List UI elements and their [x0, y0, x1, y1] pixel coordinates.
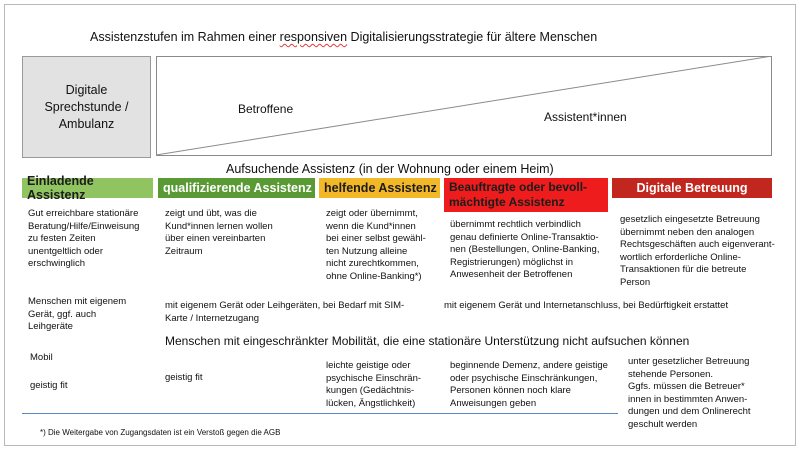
header-qualifizierend: qualifizierende Assistenz [158, 178, 315, 198]
geistig-left: geistig fit [30, 380, 68, 391]
desc-line: Transaktionen für die betreute [620, 264, 747, 275]
geistig-line: beginnende Demenz, andere geistige [450, 360, 608, 371]
geraet-right: mit eigenem Gerät und Internetanschluss, bei Bedürftigkeit erstattet [444, 300, 729, 311]
header-beauftragt-line: Beauftragte oder bevoll- [449, 180, 588, 194]
geistig-line: stehende Personen. [628, 368, 714, 380]
geraet-left [28, 296, 156, 334]
geistig-line: geschult werden [628, 418, 698, 430]
wedge-label-assistent: Assistent*innen [544, 110, 627, 124]
desc-line: genau definierte Online-Transaktio- [450, 231, 599, 243]
desc-line: unentgeltlich oder [28, 245, 103, 257]
mobilitaet-label: Menschen mit eingeschränkter Mobilität, die eine stationäre Unterstützung nicht aufsuchen können [165, 334, 690, 348]
title-part: Digitalisierungsstrategie für ältere Menschen [347, 30, 598, 44]
desc-qualifizierend [165, 208, 315, 258]
desc-einladend [28, 208, 156, 271]
mobil-label: Mobil [30, 352, 53, 363]
header-helfend: helfende Assistenz [319, 178, 440, 198]
divider-line [22, 413, 618, 414]
desc-line: ohne Online-Banking*) [326, 270, 422, 282]
desc-line: Person [620, 276, 651, 288]
desc-line: Anwesenheit der Betroffenen [450, 269, 573, 280]
desc-line: Gut erreichbare stationäre [28, 208, 139, 219]
desc-line: nicht zurechtkommen, [326, 258, 419, 269]
geraet-line: Menschen mit eigenem [28, 296, 127, 307]
sprechstunde-line: Ambulanz [58, 116, 115, 131]
geistig-line: lücken, Ängstlichkeit) [326, 397, 416, 409]
desc-line: bei einer selbst gewähl- [326, 233, 426, 244]
desc-helfend [326, 208, 442, 283]
aufsuchende-assistenz-label: Aufsuchende Assistenz (in der Wohnung oder einem Heim) [226, 162, 554, 176]
sprechstunde-line: Sprechstunde / [44, 99, 129, 114]
desc-line: übernimmt neben den analogen [620, 226, 755, 238]
diagram-title [90, 30, 597, 44]
geistig-line: oder psychische Einschränkungen, [450, 372, 598, 384]
desc-digitale-betreuung [620, 214, 788, 289]
geraet-line: mit eigenem Gerät oder Leihgeräten, bei Bedarf mit SIM- [165, 300, 405, 311]
desc-line: zeigt oder übernimmt, [326, 208, 418, 219]
geistig-line: unter gesetzlicher Betreuung [628, 356, 750, 367]
geistig-line: innen in bestimmten Anwen- [628, 393, 748, 405]
desc-line: Beratung/Hilfe/Einweisung [28, 220, 140, 232]
desc-beauftragt [450, 219, 614, 282]
sprechstunde-line: Digitale [65, 82, 108, 97]
title-part: Assistenzstufen im Rahmen einer [90, 30, 280, 44]
geistig-helfend [326, 360, 444, 410]
geistig-line: leichte geistige oder [326, 360, 411, 371]
geistig-line: Anweisungen geben [450, 397, 537, 409]
desc-line: Kund*innen lernen wollen [165, 220, 273, 232]
geistig-line: psychische Einschrän- [326, 372, 422, 384]
geistig-line: Ggfs. müssen die Betreuer* [628, 381, 745, 392]
desc-line: erschwinglich [28, 258, 86, 269]
desc-line: zeigt und übt, was die [165, 208, 257, 219]
desc-line: gesetzlich eingesetzte Betreuung [620, 214, 760, 225]
geistig-qualifizierend: geistig fit [165, 372, 203, 383]
wedge-label-betroffene: Betroffene [238, 102, 294, 116]
geraet-line: Gerät, ggf. auch [28, 308, 97, 320]
header-einladend: Einladende Assistenz [22, 178, 153, 198]
desc-line: Rechtsgeschäften auch eigenverant- [620, 239, 775, 250]
footnote: *) Die Weitergabe von Zugangsdaten ist ein Verstoß gegen die AGB [40, 428, 281, 437]
geistig-line: kungen (Gedächtnis- [326, 385, 415, 396]
desc-line: wortlich erforderliche Online- [620, 251, 741, 263]
sprechstunde-box [22, 56, 151, 158]
desc-line: zu festen Zeiten [28, 233, 96, 244]
title-underlined-word: responsiven [279, 30, 348, 44]
desc-line: übernimmt rechtlich verbindlich [450, 219, 581, 230]
geraet-middle [165, 300, 445, 325]
geistig-digitale-betreuung [628, 356, 788, 431]
desc-line: wenn die Kund*innen [326, 220, 416, 232]
header-beauftragt [444, 178, 608, 212]
header-digitale-betreuung: Digitale Betreuung [612, 178, 772, 198]
desc-line: über einen vereinbarten [165, 233, 266, 244]
geraet-line: Karte / Internetzugang [165, 312, 260, 324]
desc-line: Zeitraum [165, 245, 203, 257]
geistig-line: Personen können noch klare [450, 385, 571, 396]
geistig-beauftragt [450, 360, 620, 410]
geraet-line: Leihgeräte [28, 321, 73, 332]
desc-line: nen (Bestellungen, Online-Banking, [450, 244, 600, 255]
desc-line: ten Nutzung alleine [326, 245, 408, 257]
desc-line: Registrierungen) möglichst in [450, 256, 574, 268]
header-beauftragt-line: mächtigte Assistenz [449, 195, 565, 209]
geistig-line: dungen und dem Onlinerecht [628, 406, 751, 417]
